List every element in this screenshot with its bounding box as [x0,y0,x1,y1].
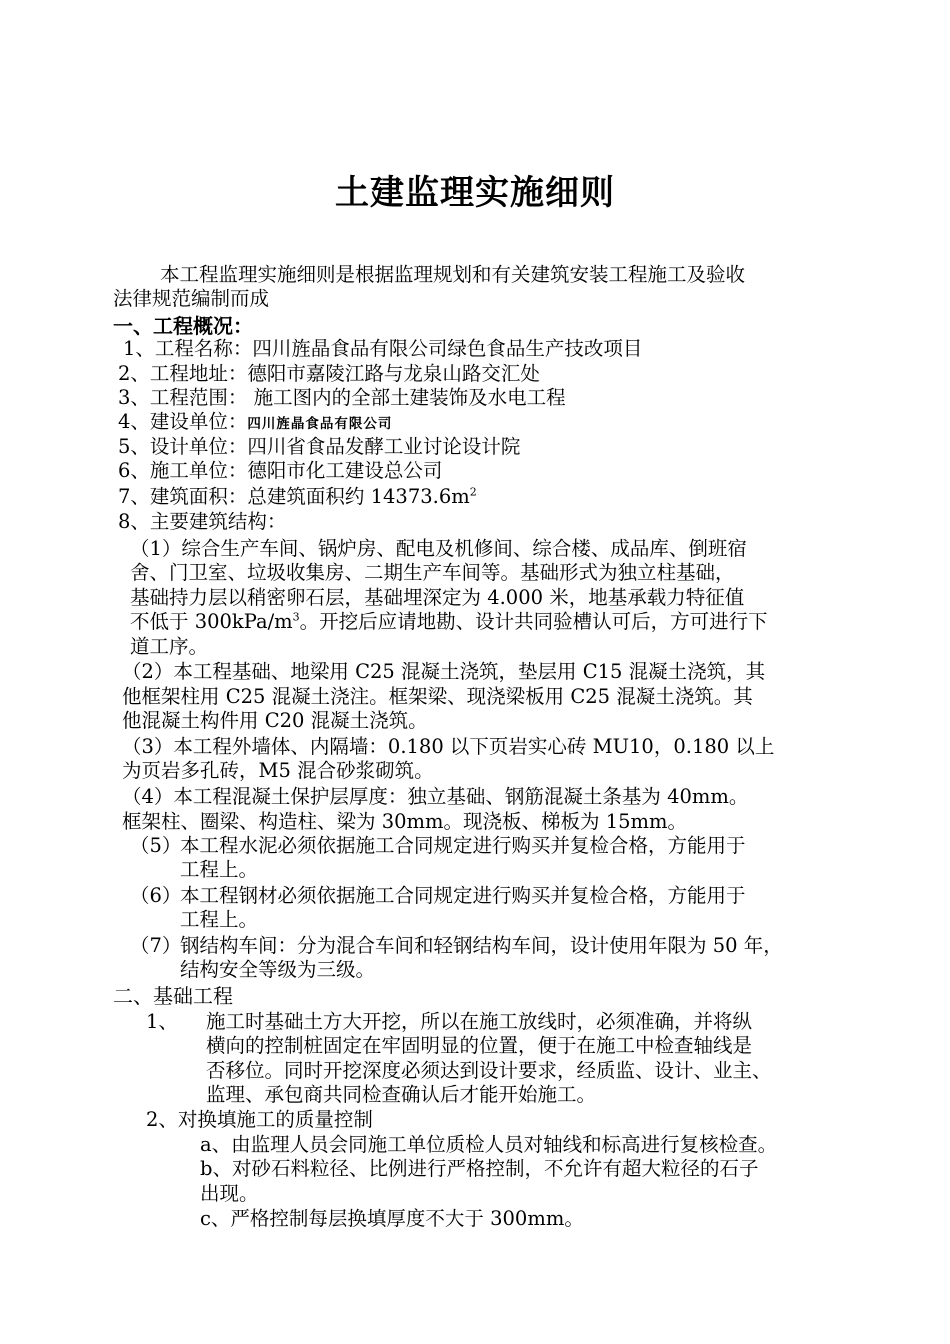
overview-item-structure: 8、主要建筑结构： [118,510,287,533]
structure-p6-line-1: 本工程钢材必须依据施工合同规定进行购买并复检合格，方能用于 [180,884,746,907]
structure-p6-number: （6） [130,884,182,907]
foundation-item-1-line-1: 施工时基础土方大开挖，所以在施工放线时，必须准确，并将纵 [206,1010,753,1033]
structure-p5-line-2: 工程上。 [180,858,259,881]
overview-item-contractor: 6、施工单位：德阳市化工建设总公司 [118,459,443,482]
structure-p5-line-1: 本工程水泥必须依据施工合同规定进行购买并复检合格，方能用于 [180,834,746,857]
overview-item-address: 2、工程地址：德阳市嘉陵江路与龙泉山路交汇处 [118,362,540,385]
intro-line-1: 本工程监理实施细则是根据监理规划和有关建筑安装工程施工及验收 [160,263,746,286]
foundation-item-2c: c、严格控制每层换填厚度不大于 300mm。 [200,1207,584,1230]
foundation-item-2b-line-1: b、对砂石料粒径、比例进行严格控制，不允许有超大粒径的石子 [200,1157,759,1180]
structure-p7-number: （7） [130,934,182,957]
foundation-item-2: 2、对换填施工的质量控制 [146,1108,373,1131]
section-1-heading: 一、工程概况： [113,314,253,338]
p1-line-4-superscript: 3 [292,610,300,624]
structure-p2-line-2: 他框架柱用 C25 混凝土浇注。框架梁、现浇梁板用 C25 混凝土浇筑。其 [122,685,753,708]
structure-p2-line-3: 他混凝土构件用 C20 混凝土浇筑。 [122,709,428,732]
overview-item-scope: 3、工程范围： 施工图内的全部土建装饰及水电工程 [118,386,566,409]
structure-p7-line-2: 结构安全等级为三级。 [180,958,376,981]
owner-value: 四川旌晶食品有限公司 [247,416,393,432]
foundation-item-1-line-2: 横向的控制桩固定在牢固明显的位置，便于在施工中检查轴线是 [206,1034,753,1057]
structure-p6-line-2: 工程上。 [180,908,259,931]
section-2-heading: 二、基础工程 [113,984,233,1008]
overview-item-area [118,485,477,509]
foundation-item-2a: a、由监理人员会同施工单位质检人员对轴线和标高进行复核检查。 [200,1133,778,1156]
foundation-item-2b-line-2: 出现。 [200,1182,259,1205]
structure-p1-line-2: 舍、门卫室、垃圾收集房、二期生产车间等。基础形式为独立柱基础， [130,561,735,584]
foundation-item-1-line-3: 否移位。同时开挖深度必须达到设计要求，经质监、设计、业主、 [206,1059,772,1082]
structure-p1-line-5: 道工序。 [130,635,209,658]
foundation-item-1-line-4: 监理、承包商共同检查确认后才能开始施工。 [206,1083,597,1106]
structure-p1-line-3: 基础持力层以稍密卵石层，基础埋深定为 4.000 米，地基承载力特征值 [130,586,745,609]
structure-p1-line-4 [130,610,768,634]
structure-p3-line-1: （3）本工程外墙体、内隔墙：0.180 以下页岩实心砖 MU10，0.180 以上 [122,735,775,758]
structure-p1-line-1: （1）综合生产车间、锅炉房、配电及机修间、综合楼、成品库、倒班宿 [130,537,747,560]
intro-line-2: 法律规范编制而成 [113,287,270,310]
p1-line-4-tail: 。开挖后应请地勘、设计共同验槽认可后，方可进行下 [299,610,768,633]
overview-item-owner [118,410,392,436]
structure-p4-line-1: （4）本工程混凝土保护层厚度：独立基础、钢筋混凝土条基为 40mm。 [122,785,749,808]
structure-p5-number: （5） [130,834,182,857]
area-superscript: 2 [469,485,477,499]
structure-p4-line-2: 框架柱、圈梁、构造柱、梁为 30mm。现浇板、梯板为 15mm。 [122,810,687,833]
foundation-item-1-number: 1、 [146,1010,178,1033]
area-text: 7、建筑面积：总建筑面积约 14373.6m [118,485,470,508]
structure-p2-line-1: （2）本工程基础、地梁用 C25 混凝土浇筑，垫层用 C15 混凝土浇筑，其 [122,660,766,683]
structure-p7-line-1: 钢结构车间：分为混合车间和轻钢结构车间，设计使用年限为 50 年， [180,934,783,957]
structure-p3-line-2: 为页岩多孔砖，M5 混合砂浆砌筑。 [122,759,434,782]
document-title: 土建监理实施细则 [335,173,615,213]
overview-item-project-name: 1、工程名称：四川旌晶食品有限公司绿色食品生产技改项目 [123,337,643,360]
owner-label: 4、建设单位： [118,410,248,433]
overview-item-designer: 5、设计单位：四川省食品发酵工业讨论设计院 [118,435,521,458]
p1-line-4-head: 不低于 300kPa/m [130,610,293,633]
